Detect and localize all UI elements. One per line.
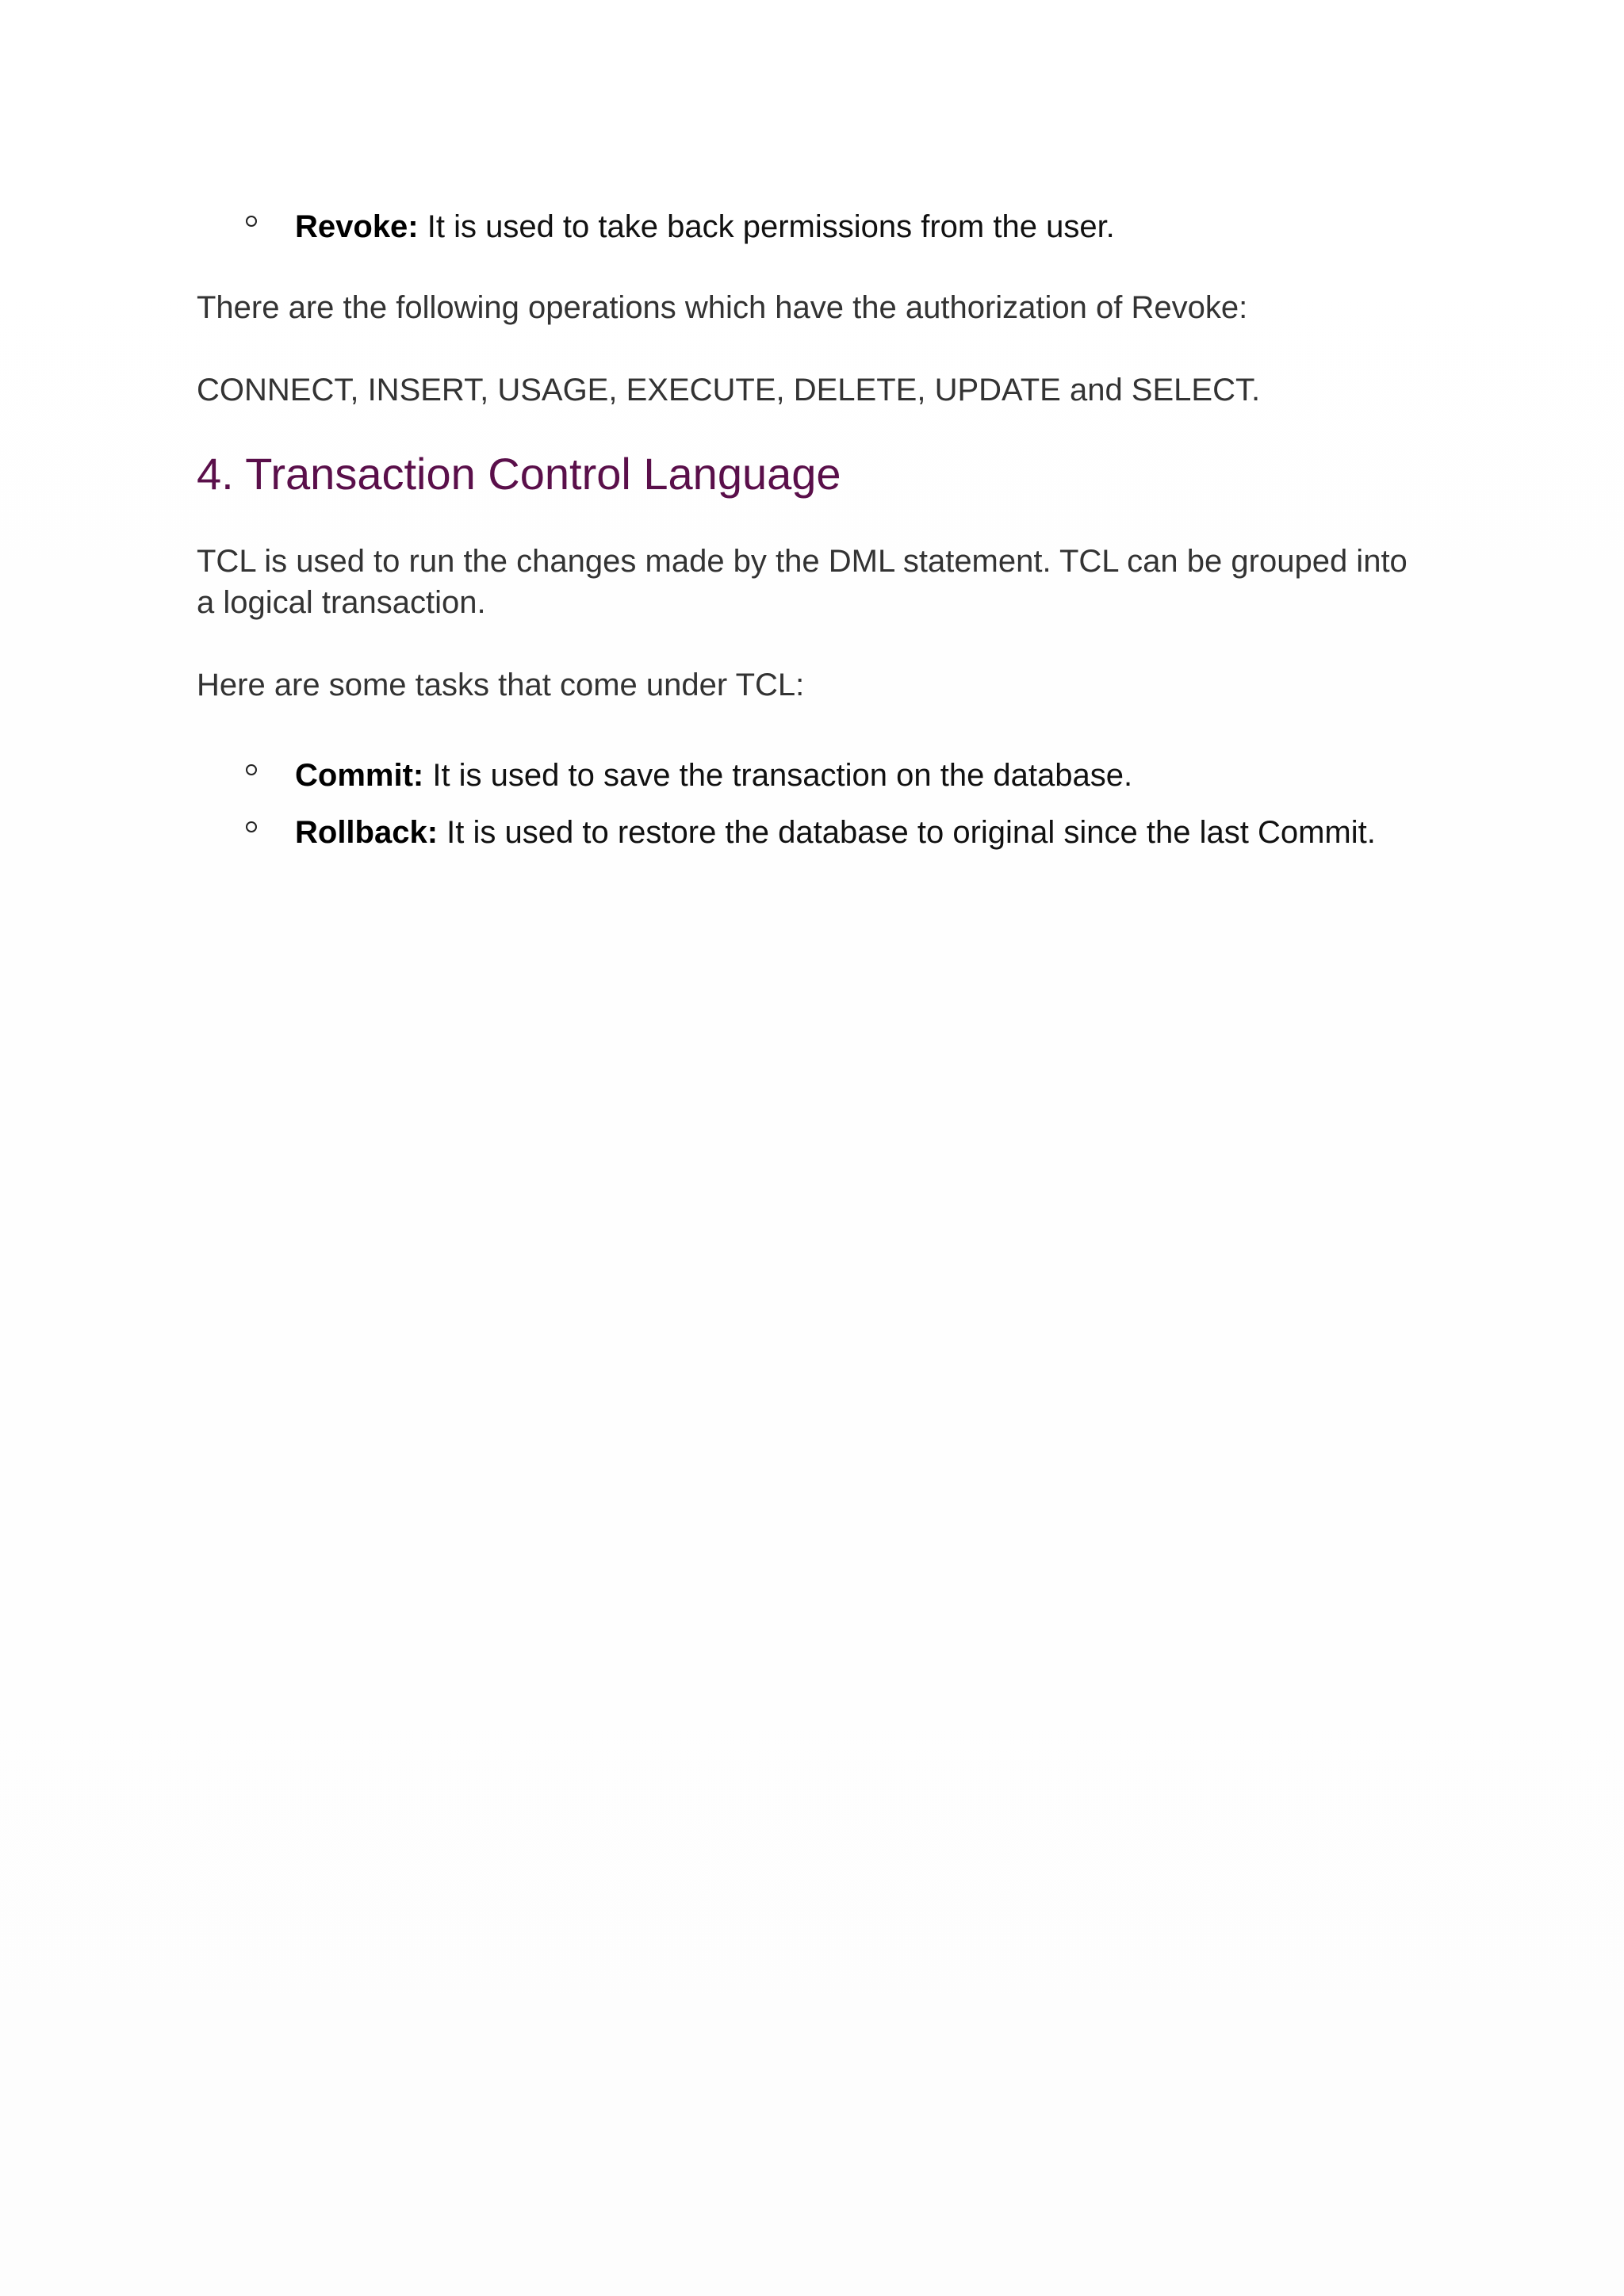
list-item-rollback bbox=[0, 810, 1624, 858]
list-item-description: It is used to take back permissions from the user. bbox=[418, 209, 1115, 244]
list-item-description: It is used to save the transaction on the database. bbox=[423, 758, 1133, 793]
hollow-circle-bullet-icon bbox=[246, 821, 257, 832]
list-item-commit bbox=[0, 753, 1624, 801]
list-item-term: Rollback: bbox=[295, 815, 439, 850]
list-item-term: Commit: bbox=[295, 758, 424, 793]
list-item-revoke bbox=[0, 205, 1624, 252]
list-item-term: Revoke: bbox=[295, 209, 419, 244]
revoke-operations-list: CONNECT, INSERT, USAGE, EXECUTE, DELETE, UPDATE and SELECT. bbox=[197, 373, 1261, 408]
list-item-text bbox=[295, 753, 1132, 798]
hollow-circle-bullet-icon bbox=[246, 216, 257, 227]
list-item-description: It is used to restore the database to original since the last Commit. bbox=[438, 815, 1376, 850]
tcl-description: TCL is used to run the changes made by the DML statement. TCL can be grouped into a logical transaction. bbox=[197, 544, 1408, 620]
list-item-text bbox=[295, 810, 1376, 855]
list-item-text bbox=[295, 205, 1115, 249]
tcl-tasks-intro: Here are some tasks that come under TCL: bbox=[197, 668, 805, 702]
hollow-circle-bullet-icon bbox=[246, 764, 257, 775]
section-heading: 4. Transaction Control Language bbox=[197, 449, 841, 499]
revoke-operations-intro: There are the following operations which have the authorization of Revoke: bbox=[197, 290, 1248, 325]
